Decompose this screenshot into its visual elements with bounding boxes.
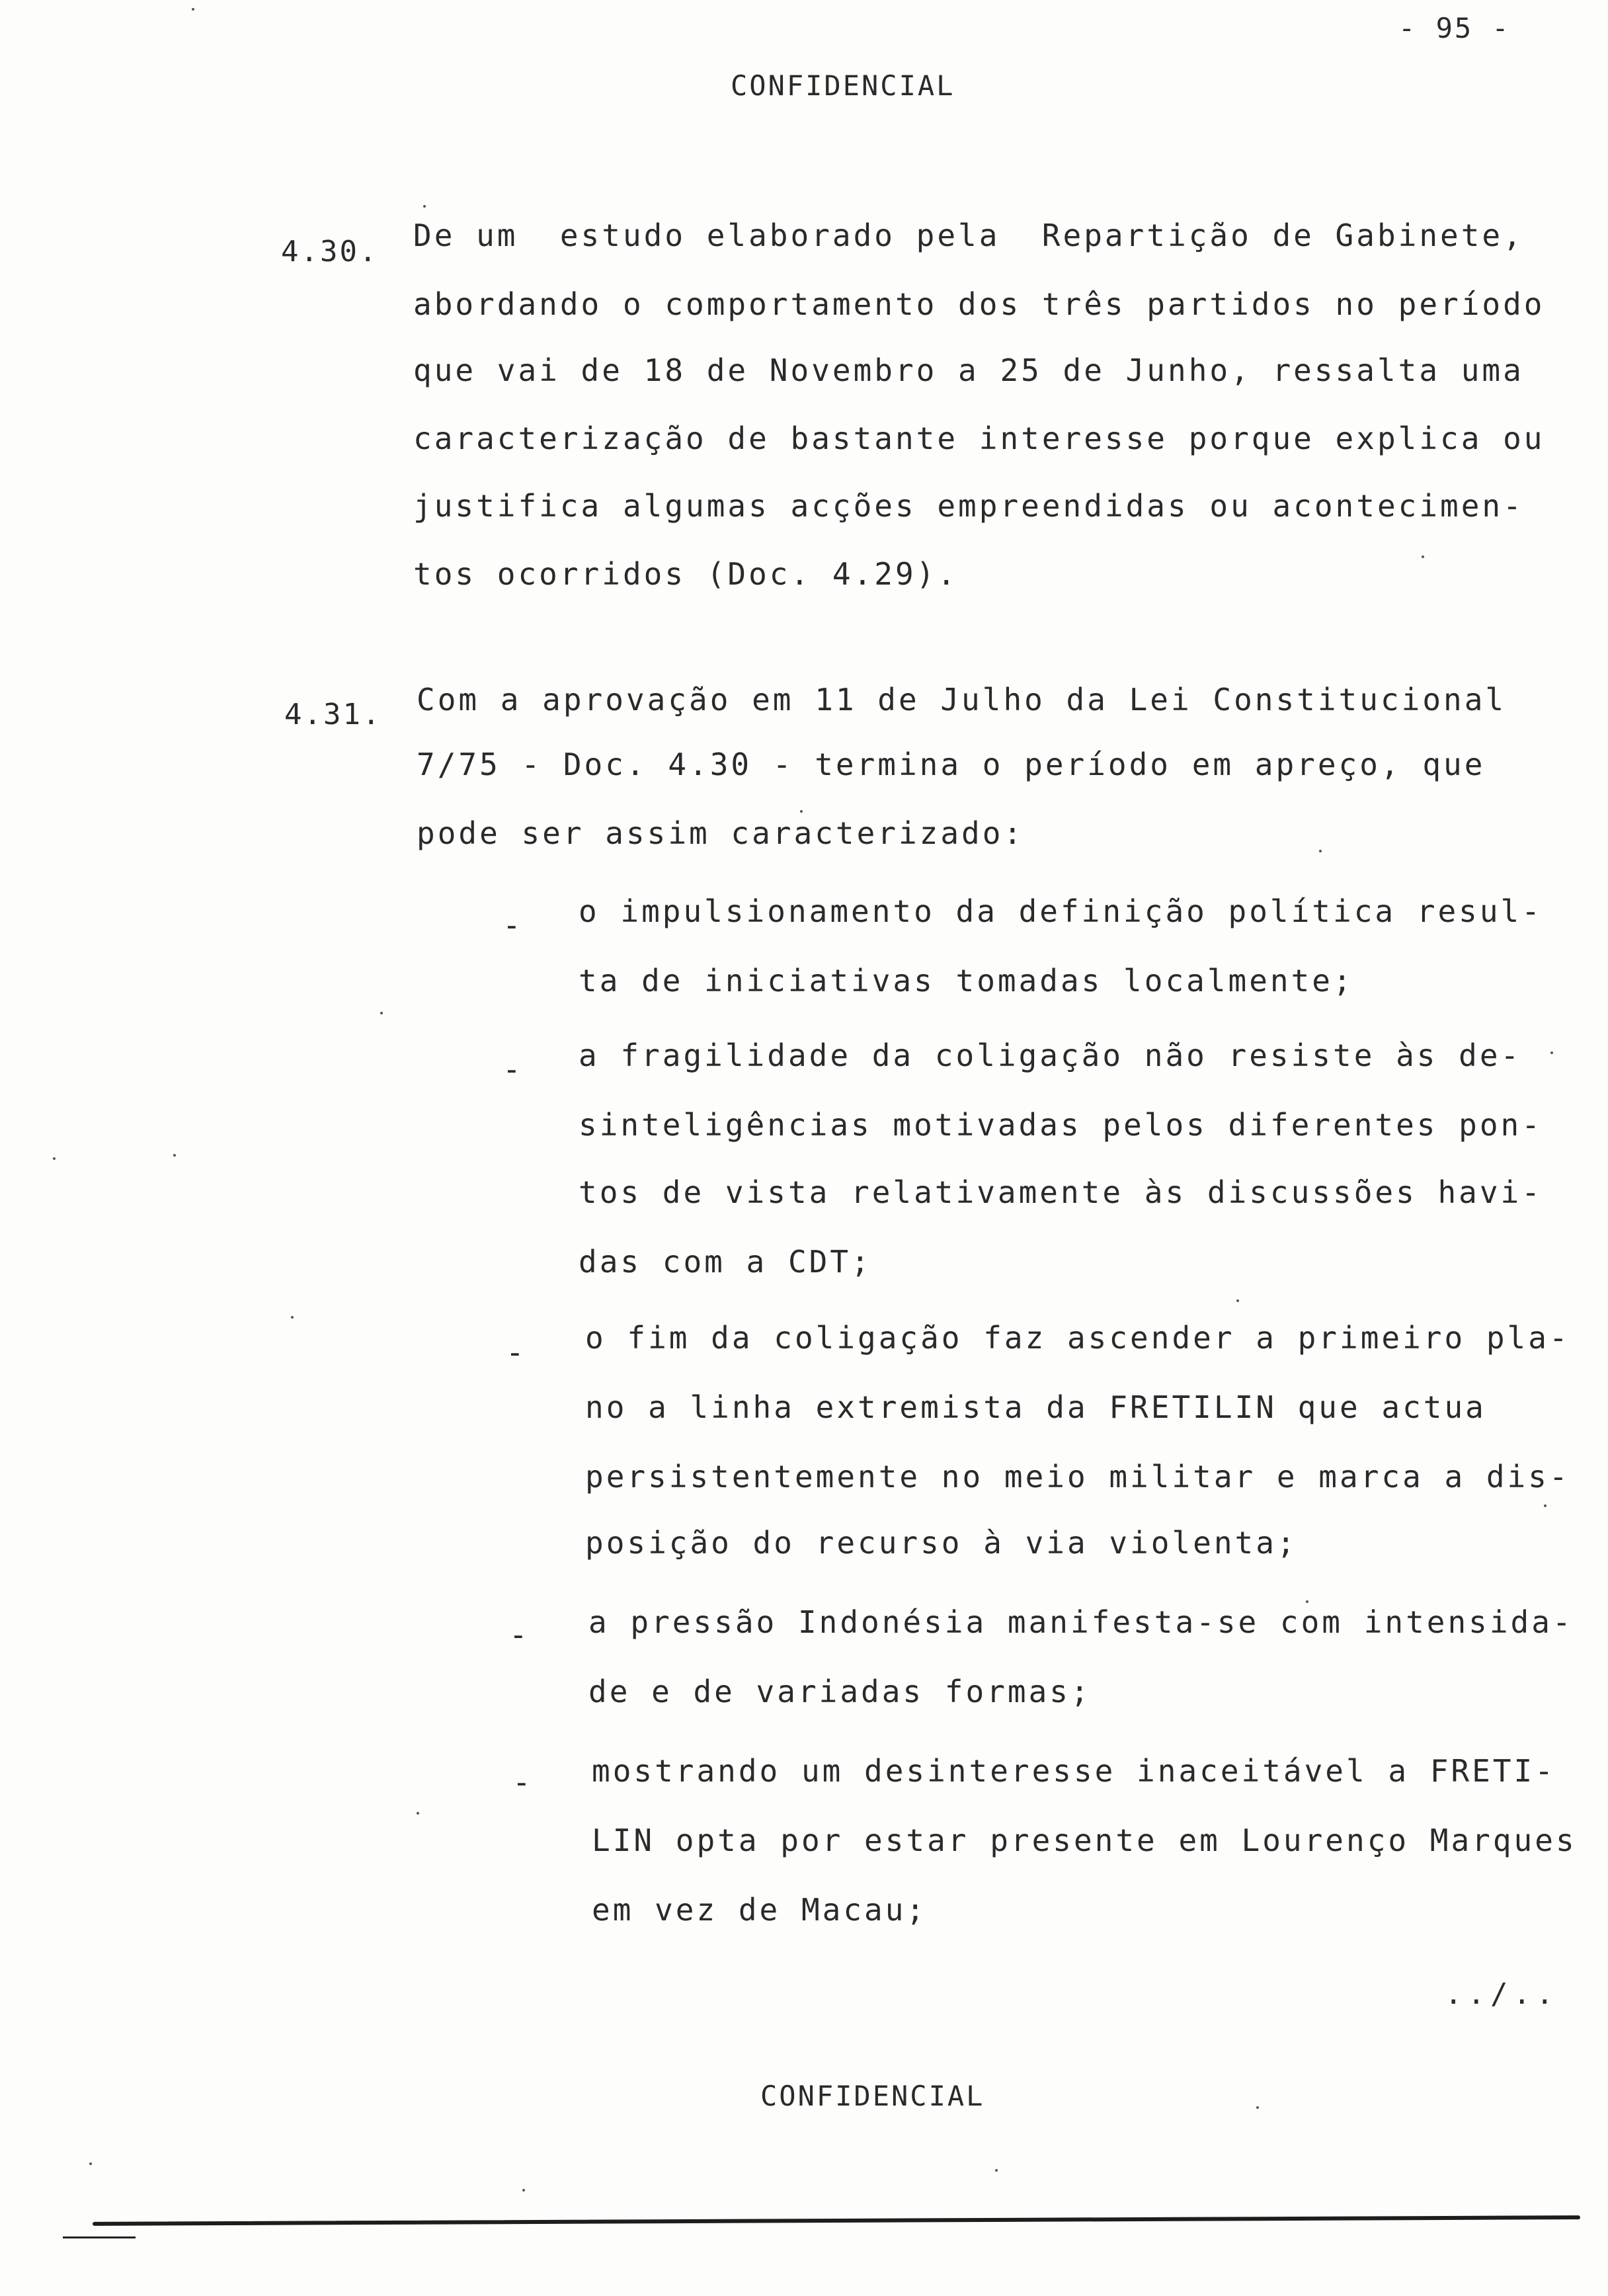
scan-speck — [53, 1157, 56, 1160]
bullet-dash-4: - — [509, 1617, 528, 1653]
bullet-5-line-1: mostrando um desinteresse inaceitável a FRETI- — [592, 1753, 1556, 1789]
scan-speck — [1550, 1051, 1553, 1054]
scan-bottom-rule — [93, 2215, 1580, 2226]
scan-speck — [417, 1812, 419, 1815]
section-4-30-line-6: tos ocorridos (Doc. 4.29). — [413, 556, 959, 592]
scan-speck — [522, 2189, 525, 2192]
bullet-2-line-2: sinteligências motivadas pelos diferentes pon- — [579, 1107, 1543, 1143]
section-4-30-line-4: caracterização de bastante interesse porque explica ou — [413, 421, 1545, 456]
scan-speck — [291, 1316, 294, 1319]
bullet-5-line-2: LIN opta por estar presente em Lourenço Marques — [592, 1823, 1577, 1858]
scan-speck — [423, 205, 426, 208]
section-number-4-31: 4.31. — [284, 698, 382, 731]
scan-speck — [1236, 1299, 1239, 1302]
bullet-1-line-2: ta de iniciativas tomadas localmente; — [579, 963, 1354, 999]
header-classification: CONFIDENCIAL — [731, 69, 955, 102]
bullet-3-line-4: posição do recurso à via violenta; — [585, 1525, 1298, 1561]
scan-speck — [1544, 1504, 1547, 1507]
bullet-2-line-4: das com a CDT; — [579, 1244, 872, 1280]
scan-speck — [995, 2169, 998, 2172]
scan-speck — [800, 810, 803, 813]
scan-bottom-rule-fragment — [63, 2236, 136, 2238]
bullet-2-line-1: a fragilidade da coligação não resiste às de- — [579, 1038, 1522, 1073]
scan-speck — [1422, 555, 1424, 558]
bullet-5-line-3: em vez de Macau; — [592, 1892, 928, 1928]
bullet-3-line-1: o fim da coligação faz ascender a primeiro pla- — [585, 1320, 1570, 1356]
page-number: - 95 - — [1398, 12, 1511, 44]
bullet-1-line-1: o impulsionamento da definição política resul- — [579, 893, 1543, 929]
section-4-31-line-2: 7/75 - Doc. 4.30 - termina o período em apreço, que — [417, 747, 1486, 782]
scan-speck — [1306, 1600, 1308, 1603]
bullet-4-line-1: a pressão Indonésia manifesta-se com intensida- — [588, 1604, 1574, 1640]
bullet-dash-2: - — [502, 1051, 521, 1087]
scan-speck — [173, 1154, 176, 1157]
section-4-30-line-5: justifica algumas acções empreendidas ou acontecimen- — [413, 488, 1524, 524]
scan-speck — [192, 8, 194, 11]
bullet-3-line-3: persistentemente no meio militar e marca a dis- — [585, 1459, 1570, 1495]
bullet-dash-5: - — [512, 1764, 531, 1800]
section-4-31-line-1: Com a aprovação em 11 de Julho da Lei Constitucional — [417, 682, 1507, 718]
section-4-31-line-3: pode ser assim caracterizado: — [417, 815, 1025, 851]
continuation-marker: ../.. — [1445, 1977, 1559, 2011]
scan-speck — [380, 1012, 383, 1014]
bullet-4-line-2: de e de variadas formas; — [588, 1674, 1092, 1709]
section-4-30-line-1: De um estudo elaborado pela Repartição de Gabinete, — [413, 218, 1524, 253]
footer-classification: CONFIDENCIAL — [760, 2080, 985, 2112]
section-4-30-line-2: abordando o comportamento dos três partidos no período — [413, 286, 1545, 322]
bullet-3-line-2: no a linha extremista da FRETILIN que actua — [585, 1389, 1486, 1425]
bullet-dash-1: - — [502, 907, 521, 943]
bullet-dash-3: - — [506, 1334, 524, 1370]
scan-speck — [1256, 2106, 1259, 2109]
bullet-2-line-3: tos de vista relativamente às discussões havi- — [579, 1174, 1543, 1210]
scan-speck — [89, 2162, 92, 2165]
section-number-4-30: 4.30. — [281, 235, 379, 268]
section-4-30-line-3: que vai de 18 de Novembro a 25 de Junho, ressalta uma — [413, 352, 1524, 388]
scan-speck — [1319, 850, 1322, 852]
